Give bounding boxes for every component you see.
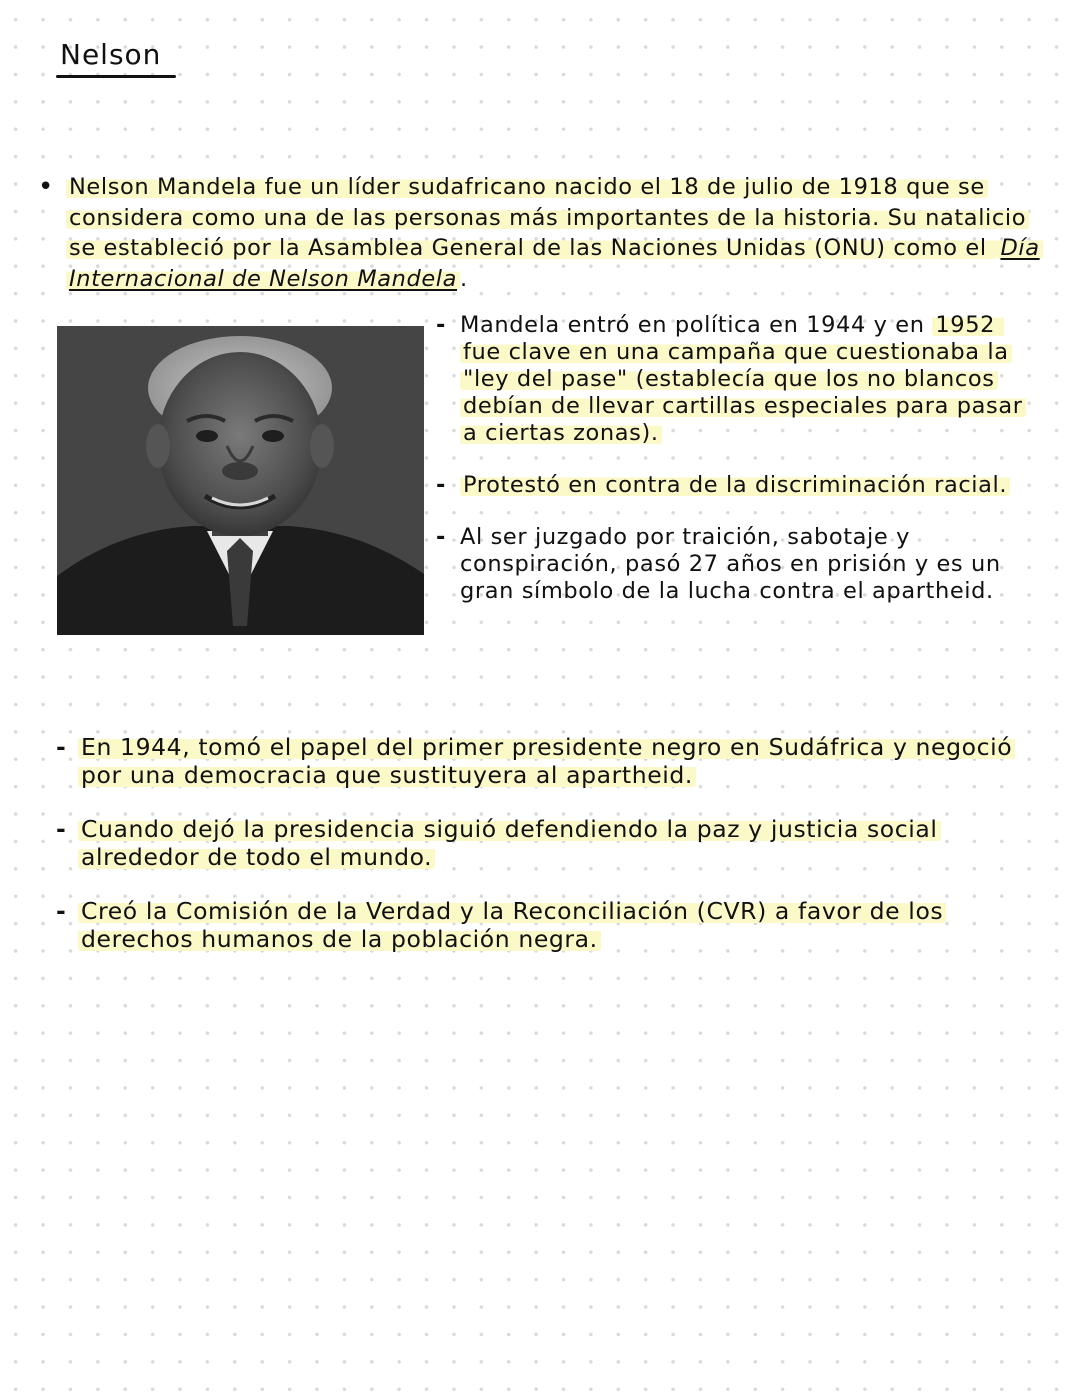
- list-item-text: Protestó en contra de la discriminación racial.: [460, 472, 1010, 498]
- list-item: [56, 815, 1046, 871]
- dash-marker: -: [56, 897, 67, 925]
- dash-marker: -: [56, 815, 67, 843]
- list-item: [436, 472, 1036, 499]
- dash-marker: -: [436, 472, 446, 498]
- list-item-year: 1952: [932, 312, 998, 338]
- bullet-dot: •: [38, 172, 54, 202]
- list-item: [436, 312, 1036, 447]
- title-underline: [56, 75, 176, 78]
- list-item: [436, 524, 1036, 605]
- bottom-list: [56, 733, 1046, 979]
- intro-text-end: .: [460, 265, 468, 292]
- dash-marker: -: [436, 524, 446, 550]
- mandela-photo: [57, 326, 424, 635]
- list-item-text: fue clave en una campaña que cuestionaba la "ley del pase" (establecía que los no blancos debían de llevar cartillas especiales para pasar a ciertas zonas).: [460, 312, 1026, 446]
- list-item-text: En 1944, tomó el papel del primer presidente negro en Sudáfrica y negoció por una democracia que sustituyera al apartheid.: [78, 733, 1015, 789]
- intro-paragraph: [38, 172, 1048, 294]
- intro-emphasis: Día Internacional de Nelson Mandela: [66, 235, 1043, 292]
- page-title: Nelson: [60, 38, 162, 71]
- intro-text: [38, 172, 1048, 294]
- list-item-text: Mandela entró en política en 1944 y en: [460, 312, 933, 338]
- dash-marker: -: [56, 733, 67, 761]
- intro-text-main: Nelson Mandela fue un líder sudafricano nacido el 18 de julio de 1918 que se considera como una de las personas más importantes de la historia. Su natalicio se estableció por la Asamblea General de las Naciones Unidas (ONU) como el: [66, 174, 1029, 261]
- list-item-text: Creó la Comisión de la Verdad y la Reconciliación (CVR) a favor de los derechos humanos de la población negra.: [78, 897, 946, 953]
- right-column-list: [436, 312, 1036, 630]
- list-item-text: Cuando dejó la presidencia siguió defendiendo la paz y justicia social alrededor de todo el mundo.: [78, 815, 941, 871]
- dash-marker: -: [436, 312, 446, 338]
- list-item-text: Al ser juzgado por traición, sabotaje y conspiración, pasó 27 años en prisión y es un gran símbolo de la lucha contra el apartheid.: [460, 524, 1001, 604]
- list-item: [56, 897, 1046, 953]
- list-item: [56, 733, 1046, 789]
